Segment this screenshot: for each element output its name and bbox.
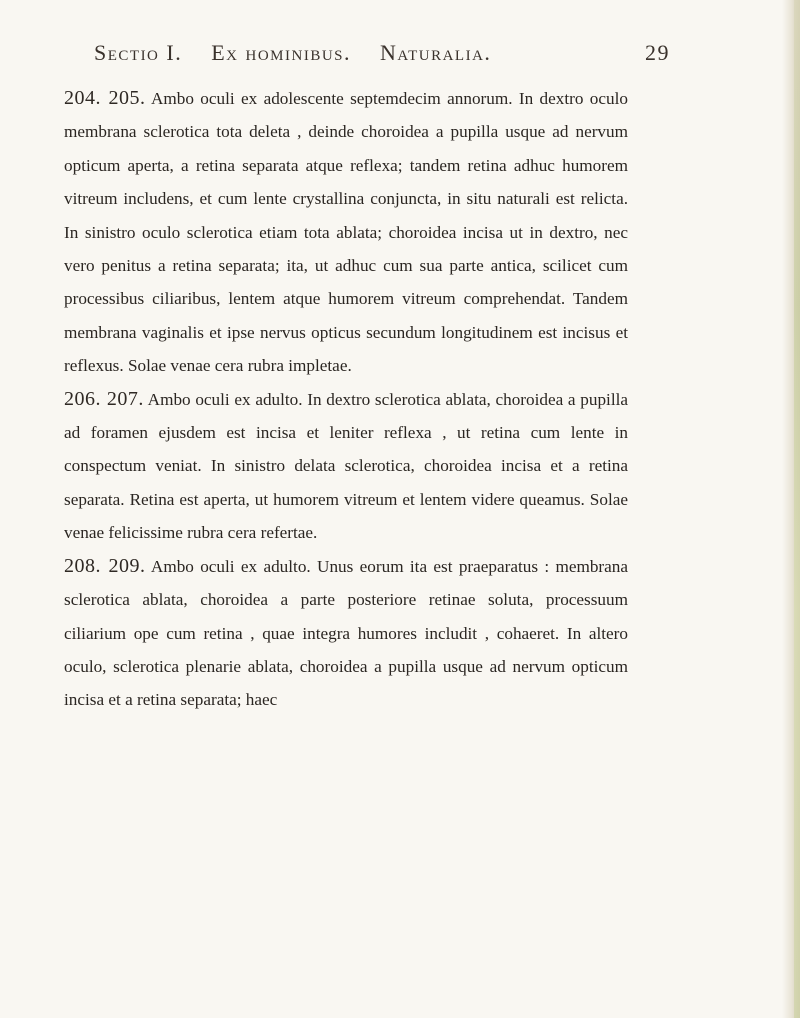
section-label: Sectio I. xyxy=(94,40,183,65)
entry-numbers: 204. 205. xyxy=(64,87,146,109)
body-text xyxy=(64,82,628,717)
entry-numbers: 208. 209. xyxy=(64,554,146,577)
header-subtitle: Naturalia. xyxy=(380,40,492,65)
entry-text: Ambo oculi ex adolescente septemdecim annorum. In dextro oculo membrana sclerotica tota deleta , deinde choroidea a pupilla usque ad nervum opticum aperta, a retina separata atque reflexa; tandem retina adhuc humorem vitreum includens, et cum lente crystallina conjuncta, in situ naturali est relicta. In sinistro oculo sclerotica etiam tota ablata; choroidea incisa ut in dextro, nec vero penitus a retina separata; ita, ut adhuc cum sua parte antica, scilicet cum processibus ciliaribus, lentem atque humorem vitreum comprehendat. Tandem membrana vaginalis et ipse nervus opticus secundum longitudinem est incisus et reflexus. Solae venae cera rubra impletae. xyxy=(64,89,628,376)
entry-paragraph xyxy=(64,82,628,383)
entry-text: Ambo oculi ex adulto. Unus eorum ita est praeparatus : membrana sclerotica ablata, choroidea a parte posteriore retinae soluta, processuum ciliarium ope cum retina , quae integra humores includit , cohaeret. In altero oculo, sclerotica plenarie ablata, choroidea a pupilla usque ad nervum opticum incisa et a retina separata; haec xyxy=(64,556,628,710)
page-edge-strip xyxy=(794,0,800,1018)
entry-text: Ambo oculi ex adulto. In dextro sclerotica ablata, choroidea a pupilla ad foramen ejusdem est incisa et leniter reflexa , ut retina cum lente in conspectum veniat. In sinistro delata sclerotica, choroidea incisa et a retina separata. Retina est aperta, ut humorem vitreum et lentem videre queamus. Solae venae felicissime rubra cera refertae. xyxy=(64,389,629,543)
running-header xyxy=(94,40,670,74)
page-number: 29 xyxy=(645,40,670,65)
entry-paragraph xyxy=(64,550,628,717)
entry-numbers: 206. 207. xyxy=(64,387,144,410)
header-title: Ex hominibus. xyxy=(211,40,352,65)
entry-paragraph xyxy=(64,383,628,550)
